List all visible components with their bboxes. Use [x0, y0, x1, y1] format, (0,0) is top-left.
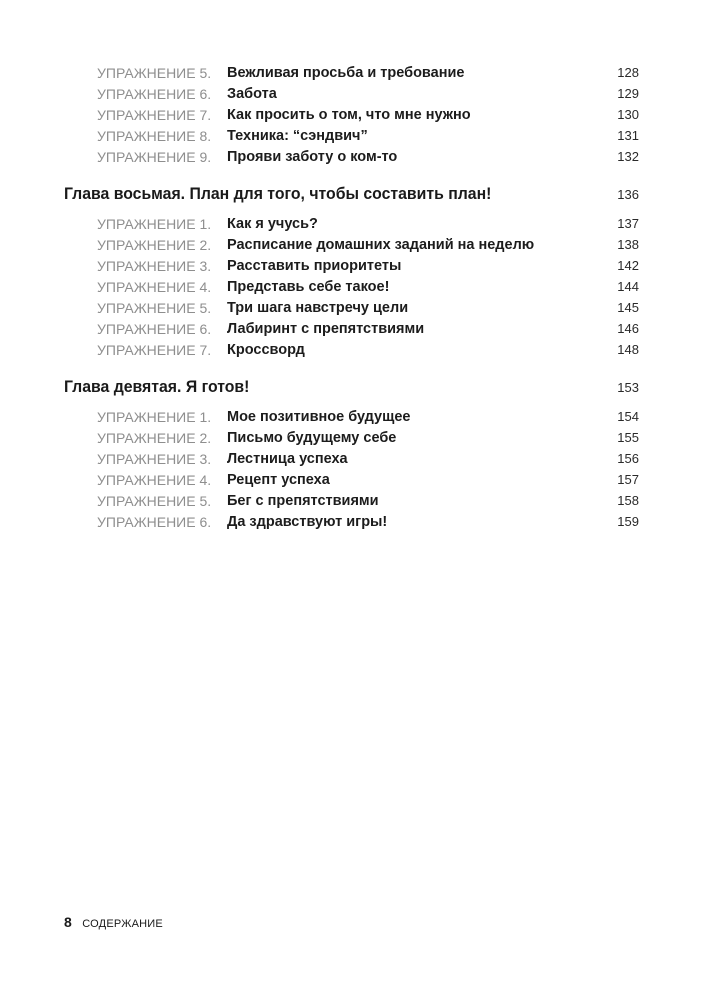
exercise-prefix: УПРАЖНЕНИЕ 6.	[97, 321, 212, 337]
exercise-title: Лестница успеха	[227, 451, 348, 467]
exercise-title: Рецепт успеха	[227, 472, 330, 488]
exercise-page-number: 137	[617, 216, 639, 231]
toc-exercise-row[interactable]	[0, 449, 703, 470]
exercise-prefix: УПРАЖНЕНИЕ 4.	[97, 279, 212, 295]
exercise-title: Лабиринт с препятствиями	[227, 321, 425, 337]
exercise-title: Прояви заботу о ком-то	[227, 149, 398, 165]
exercise-title: Расставить приоритеты	[227, 258, 402, 274]
exercise-prefix: УПРАЖНЕНИЕ 1.	[97, 409, 212, 425]
chapter-title: Глава восьмая. План для того, чтобы составить план!	[64, 184, 492, 203]
toc-exercise-row[interactable]	[0, 256, 703, 277]
exercise-prefix: УПРАЖНЕНИЕ 2.	[97, 237, 212, 253]
exercise-prefix: УПРАЖНЕНИЕ 9.	[97, 149, 212, 165]
exercise-title: Мое позитивное будущее	[227, 409, 411, 425]
exercise-prefix: УПРАЖНЕНИЕ 3.	[97, 258, 212, 274]
toc-exercise-row[interactable]	[0, 340, 703, 361]
exercise-page-number: 154	[617, 409, 639, 424]
exercise-prefix: УПРАЖНЕНИЕ 3.	[97, 451, 212, 467]
toc-exercise-row[interactable]	[0, 235, 703, 256]
exercise-title: Вежливая просьба и требование	[227, 65, 465, 81]
toc-exercise-row[interactable]	[0, 84, 703, 105]
exercise-page-number: 146	[617, 321, 639, 336]
exercise-title: Как я учусь?	[227, 216, 318, 232]
exercise-page-number: 159	[617, 514, 639, 529]
toc-exercise-row[interactable]	[0, 470, 703, 491]
exercise-page-number: 145	[617, 300, 639, 315]
exercise-title: Представь себе такое!	[227, 279, 390, 295]
exercise-prefix: УПРАЖНЕНИЕ 4.	[97, 472, 212, 488]
exercise-page-number: 148	[617, 342, 639, 357]
exercise-page-number: 131	[617, 128, 639, 143]
exercise-prefix: УПРАЖНЕНИЕ 6.	[97, 514, 212, 530]
exercise-page-number: 142	[617, 258, 639, 273]
exercise-page-number: 132	[617, 149, 639, 164]
toc-exercise-row[interactable]	[0, 319, 703, 340]
exercise-page-number: 129	[617, 86, 639, 101]
exercise-title: Да здравствуют игры!	[227, 514, 388, 530]
exercise-title: Как просить о том, что мне нужно	[227, 107, 471, 123]
chapter-title: Глава девятая. Я готов!	[64, 377, 250, 396]
exercise-prefix: УПРАЖНЕНИЕ 5.	[97, 493, 212, 509]
toc-exercise-row[interactable]	[0, 512, 703, 533]
exercise-prefix: УПРАЖНЕНИЕ 5.	[97, 300, 212, 316]
chapter-page-number: 153	[617, 380, 639, 395]
chapter-page-number: 136	[617, 187, 639, 202]
toc-exercise-row[interactable]	[0, 491, 703, 512]
exercise-title: Три шага навстречу цели	[227, 300, 409, 316]
toc-exercise-row[interactable]	[0, 214, 703, 235]
footer-section-label: СОДЕРЖАНИЕ	[82, 918, 163, 930]
toc-exercise-row[interactable]	[0, 147, 703, 168]
exercise-page-number: 128	[617, 65, 639, 80]
exercise-prefix: УПРАЖНЕНИЕ 7.	[97, 342, 212, 358]
exercise-page-number: 158	[617, 493, 639, 508]
toc-exercise-row[interactable]	[0, 277, 703, 298]
exercise-prefix: УПРАЖНЕНИЕ 1.	[97, 216, 212, 232]
exercise-page-number: 144	[617, 279, 639, 294]
toc-exercise-row[interactable]	[0, 63, 703, 84]
exercise-prefix: УПРАЖНЕНИЕ 2.	[97, 430, 212, 446]
footer-page-number: 8	[64, 914, 72, 930]
page-footer	[64, 913, 163, 933]
exercise-title: Забота	[227, 86, 277, 102]
toc-exercise-row[interactable]	[0, 126, 703, 147]
toc-exercise-row[interactable]	[0, 298, 703, 319]
exercise-page-number: 157	[617, 472, 639, 487]
exercise-title: Расписание домашних заданий на неделю	[227, 237, 535, 253]
exercise-prefix: УПРАЖНЕНИЕ 7.	[97, 107, 212, 123]
toc-exercise-row[interactable]	[0, 407, 703, 428]
exercise-prefix: УПРАЖНЕНИЕ 5.	[97, 65, 212, 81]
exercise-page-number: 138	[617, 237, 639, 252]
toc-exercise-row[interactable]	[0, 105, 703, 126]
exercise-title: Письмо будущему себе	[227, 430, 397, 446]
exercise-prefix: УПРАЖНЕНИЕ 6.	[97, 86, 212, 102]
exercise-page-number: 155	[617, 430, 639, 445]
toc-exercise-row[interactable]	[0, 428, 703, 449]
exercise-page-number: 156	[617, 451, 639, 466]
exercise-title: Бег с препятствиями	[227, 493, 379, 509]
exercise-title: Техника: “сэндвич”	[227, 128, 368, 144]
toc-chapter-row[interactable]	[0, 183, 703, 204]
toc-chapter-row[interactable]	[0, 376, 703, 397]
exercise-page-number: 130	[617, 107, 639, 122]
exercise-title: Кроссворд	[227, 342, 305, 358]
exercise-prefix: УПРАЖНЕНИЕ 8.	[97, 128, 212, 144]
